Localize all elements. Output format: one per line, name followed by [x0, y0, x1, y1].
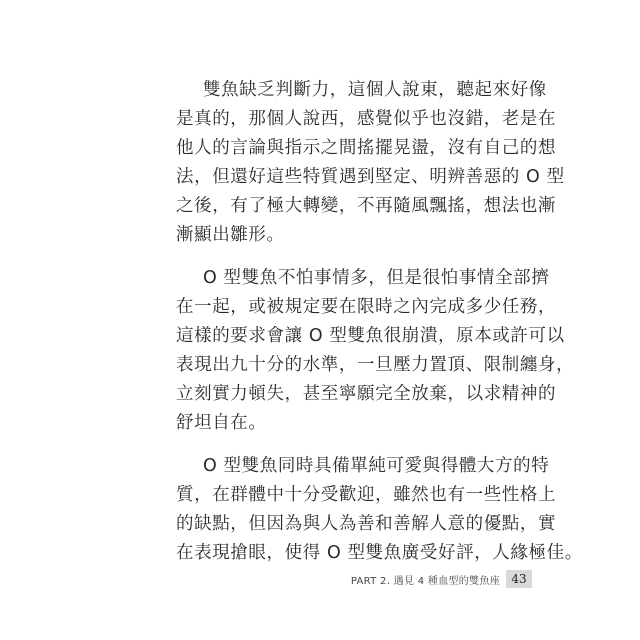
text-line: 在表現搶眼，使得 O 型雙魚廣受好評，人緣極佳。 — [176, 543, 583, 563]
text-line: O 型雙魚同時具備單純可愛與得體大方的特 — [203, 456, 550, 476]
text-line: 在一起，或被規定要在限時之內完成多少任務， — [176, 297, 557, 317]
page-footer — [351, 570, 532, 588]
text-line: 這樣的要求會讓 O 型雙魚很崩潰，原本或許可以 — [176, 326, 565, 346]
text-line: 表現出九十分的水準，一旦壓力置頂、限制纏身， — [176, 355, 575, 375]
text-line: 他人的言論與指示之間搖擺晃盪，沒有自己的想 — [176, 138, 557, 158]
text-line: 法，但還好這些特質遇到堅定、明辨善惡的 O 型 — [176, 167, 565, 187]
text-line: 之後，有了極大轉變，不再隨風飄搖，想法也漸 — [176, 196, 557, 216]
paragraph-3 — [176, 452, 583, 568]
text-line: 質，在群體中十分受歡迎，雖然也有一些性格上 — [176, 485, 557, 505]
text-line: 舒坦自在。 — [176, 413, 267, 433]
text-line: 是真的，那個人說西，感覺似乎也沒錯，老是在 — [176, 109, 557, 129]
paragraph-1 — [176, 76, 565, 250]
text-line: 立刻實力頓失，甚至寧願完全放棄，以求精神的 — [176, 384, 557, 404]
text-line: 的缺點，但因為與人為善和善解人意的優點，實 — [176, 514, 557, 534]
text-line: O 型雙魚不怕事情多，但是很怕事情全部擠 — [203, 268, 550, 288]
text-line: 漸顯出雛形。 — [176, 225, 285, 245]
running-head: PART 2. 遇見 4 種血型的雙魚座 — [350, 575, 500, 587]
page-number: 43 — [506, 570, 532, 588]
paragraph-2 — [176, 264, 575, 438]
text-line: 雙魚缺乏判斷力，這個人說東，聽起來好像 — [203, 80, 547, 100]
